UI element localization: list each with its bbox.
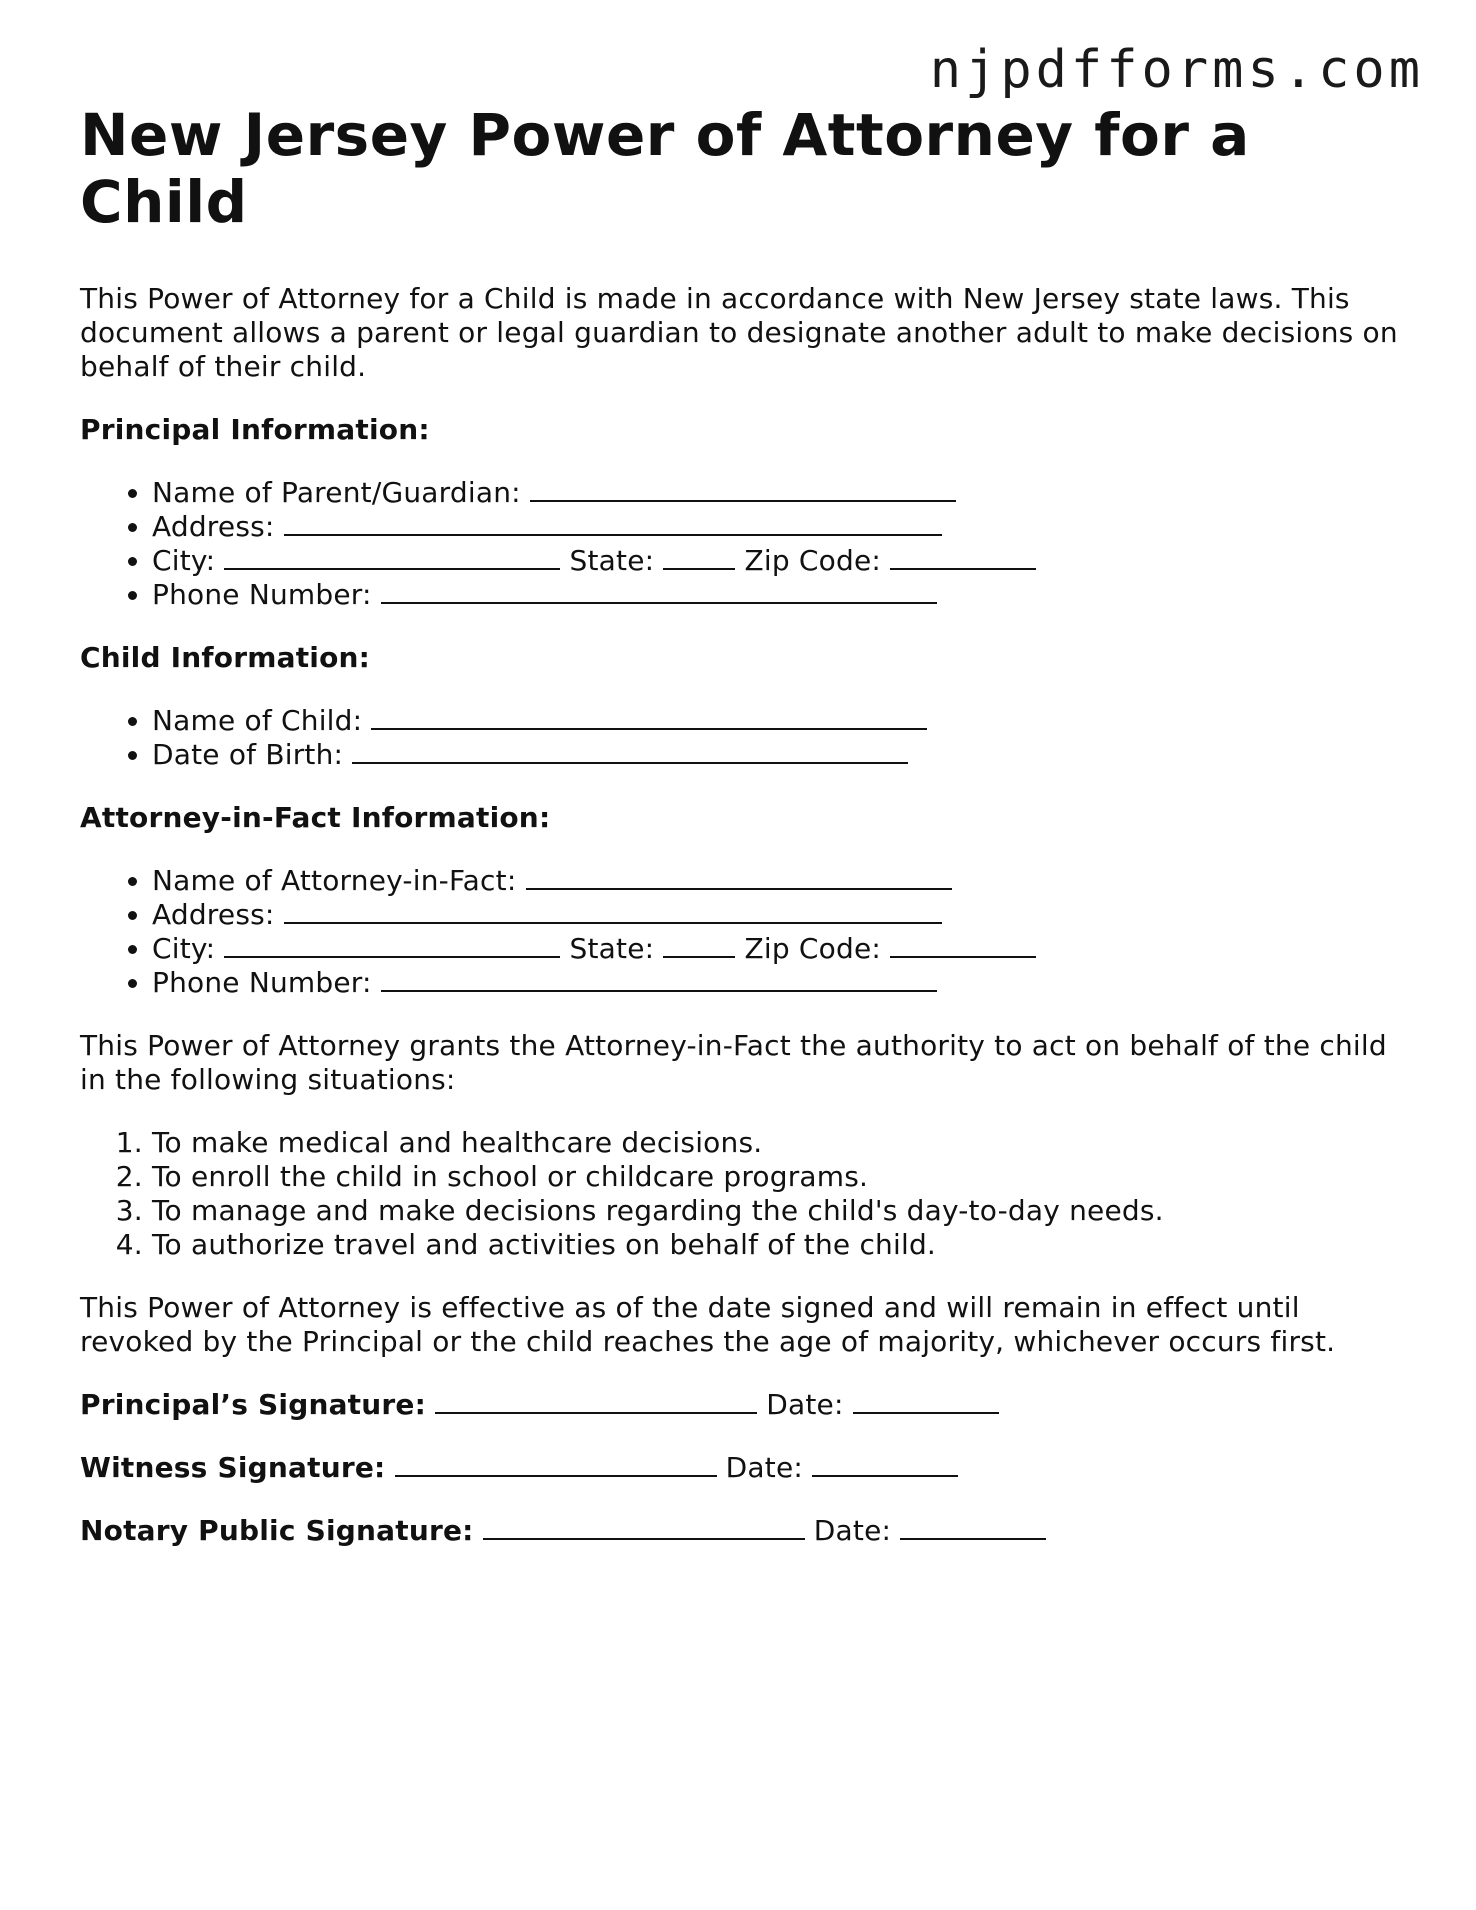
principal-name-label: Name of Parent/Guardian: (152, 476, 521, 509)
child-name-item (152, 704, 1400, 738)
power-item: 4. To authorize travel and activities on behalf of the child. (152, 1228, 1400, 1262)
attorney-heading: Attorney-in-Fact Information: (80, 801, 551, 834)
principal-signature-line (80, 1388, 1400, 1422)
principal-phone-blank[interactable] (381, 578, 937, 604)
notary-date-label: Date: (813, 1514, 892, 1547)
attorney-state-label: State: (569, 932, 655, 965)
principal-date-label: Date: (766, 1388, 844, 1421)
principal-name-blank[interactable] (530, 476, 956, 502)
principal-address-item (152, 510, 1400, 544)
notary-signature-blank[interactable] (483, 1514, 805, 1540)
intro-paragraph: This Power of Attorney for a Child is made in accordance with New Jersey state laws. This document allows a parent or legal guardian to designate another adult to make decisions on behalf of their child. (80, 282, 1398, 383)
notary-signature-line (80, 1514, 1400, 1548)
principal-phone-item (152, 578, 1400, 612)
attorney-address-label: Address: (152, 898, 275, 931)
principal-name-item (152, 476, 1400, 510)
attorney-address-blank[interactable] (284, 898, 942, 924)
attorney-city-item (152, 932, 1400, 966)
principal-city-label: City: (152, 544, 216, 577)
child-field-list (80, 704, 1400, 772)
witness-signature-blank[interactable] (395, 1451, 717, 1477)
power-item: 2. To enroll the child in school or childcare programs. (152, 1160, 1400, 1194)
child-name-label: Name of Child: (152, 704, 363, 737)
principal-heading: Principal Information: (80, 413, 430, 446)
principal-state-blank[interactable] (663, 544, 735, 570)
powers-list (80, 1126, 1400, 1262)
attorney-state-blank[interactable] (663, 932, 735, 958)
notary-signature-label: Notary Public Signature: (80, 1514, 474, 1547)
document-title: New Jersey Power of Attorney for a Child (80, 101, 1250, 236)
grant-paragraph: This Power of Attorney grants the Attorney-in-Fact the authority to act on behalf of the child in the following situations: (80, 1029, 1387, 1096)
attorney-phone-blank[interactable] (381, 966, 937, 992)
attorney-phone-item (152, 966, 1400, 1000)
effective-paragraph: This Power of Attorney is effective as of the date signed and will remain in effect until revoked by the Principal or the child reaches the age of majority, whichever occurs first. (80, 1291, 1336, 1358)
attorney-name-blank[interactable] (526, 864, 952, 890)
witness-signature-line (80, 1451, 1400, 1485)
principal-city-item (152, 544, 1400, 578)
power-item: 3. To manage and make decisions regarding the child's day-to-day needs. (152, 1194, 1400, 1228)
child-dob-blank[interactable] (352, 738, 908, 764)
witness-signature-label: Witness Signature: (80, 1451, 386, 1484)
child-heading: Child Information: (80, 641, 371, 674)
child-dob-item (152, 738, 1400, 772)
child-name-blank[interactable] (371, 704, 927, 730)
attorney-zip-blank[interactable] (890, 932, 1036, 958)
attorney-city-blank[interactable] (224, 932, 560, 958)
child-dob-label: Date of Birth: (152, 738, 344, 771)
attorney-zip-label: Zip Code: (744, 932, 882, 965)
document-page (80, 102, 1400, 1548)
notary-date-blank[interactable] (900, 1514, 1046, 1540)
witness-date-label: Date: (725, 1451, 803, 1484)
principal-zip-label: Zip Code: (744, 544, 882, 577)
principal-phone-label: Phone Number: (152, 578, 372, 611)
site-watermark: njpdfforms.com (929, 40, 1424, 100)
attorney-address-item (152, 898, 1400, 932)
principal-state-label: State: (569, 544, 655, 577)
attorney-field-list (80, 864, 1400, 1000)
attorney-name-label: Name of Attorney-in-Fact: (152, 864, 517, 897)
principal-address-blank[interactable] (284, 510, 942, 536)
principal-field-list (80, 476, 1400, 612)
attorney-phone-label: Phone Number: (152, 966, 372, 999)
witness-date-blank[interactable] (812, 1451, 958, 1477)
principal-city-blank[interactable] (224, 544, 560, 570)
attorney-city-label: City: (152, 932, 216, 965)
principal-signature-blank[interactable] (435, 1388, 757, 1414)
principal-signature-label: Principal’s Signature: (80, 1388, 426, 1421)
attorney-name-item (152, 864, 1400, 898)
principal-zip-blank[interactable] (890, 544, 1036, 570)
power-item: 1. To make medical and healthcare decisions. (152, 1126, 1400, 1160)
principal-address-label: Address: (152, 510, 275, 543)
principal-date-blank[interactable] (853, 1388, 999, 1414)
